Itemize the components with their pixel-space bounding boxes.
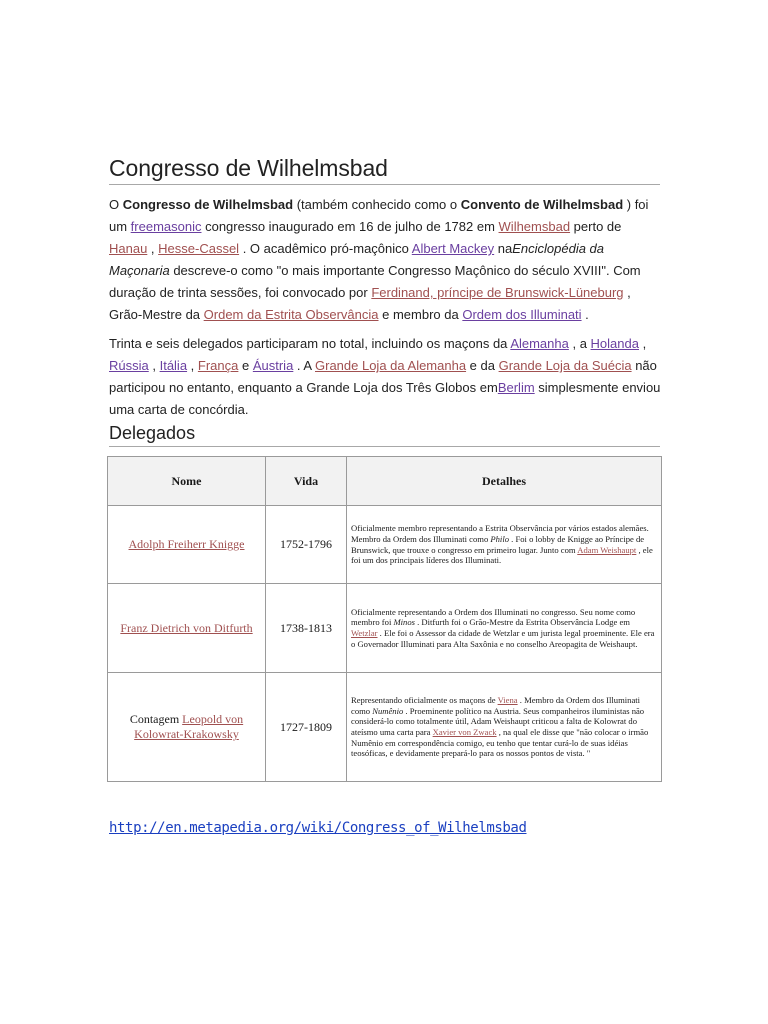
table-row bbox=[108, 506, 662, 584]
intro-paragraph bbox=[109, 194, 661, 326]
link-xavier-von-zwack[interactable]: Xavier von Zwack bbox=[432, 727, 497, 737]
text: . Ditfurth foi o Grão-Mestre da Estrita Observância Lodge em bbox=[414, 617, 630, 628]
text: e da bbox=[466, 358, 499, 373]
delegate-life: 1752-1796 bbox=[266, 506, 347, 584]
link-hesse-cassel[interactable]: Hesse-Cassel bbox=[158, 241, 240, 256]
link-italia[interactable]: Itália bbox=[159, 358, 188, 373]
text: , bbox=[187, 358, 198, 373]
italic-name: Minos bbox=[393, 617, 415, 628]
text: , Grão-Mestre da bbox=[109, 285, 631, 322]
text: . bbox=[581, 307, 589, 322]
header-vida: Vida bbox=[266, 457, 347, 506]
link-russia[interactable]: Rússia bbox=[109, 358, 149, 373]
text: , bbox=[638, 336, 647, 351]
header-detalhes: Detalhes bbox=[347, 457, 662, 506]
delegate-details bbox=[347, 673, 662, 782]
text: não participou no entanto, enquanto a Grande Loja dos Três Globos em bbox=[109, 358, 657, 395]
italic-name: Numênio bbox=[372, 705, 404, 716]
link-delegate-ditfurth[interactable]: Franz Dietrich von Ditfurth bbox=[120, 620, 253, 635]
text: . Foi o lobby de Knigge ao Príncipe de Brunswick, que trouxe o congresso em primeiro lugar. Junto com bbox=[351, 533, 645, 555]
text: congresso inaugurado em 16 de julho de 1782 em bbox=[201, 219, 499, 234]
source-url-link[interactable]: http://en.metapedia.org/wiki/Congress_of_Wilhelmsbad bbox=[109, 820, 527, 836]
text: , ele foi um dos principais líderes dos Illuminati. bbox=[351, 544, 653, 566]
delegate-name bbox=[108, 673, 266, 782]
link-austria[interactable]: Áustria bbox=[252, 358, 294, 373]
text: O bbox=[109, 197, 123, 212]
text: . A bbox=[293, 358, 315, 373]
text: Representando oficialmente os maçons de bbox=[351, 695, 498, 706]
header-nome: Nome bbox=[108, 457, 266, 506]
delegate-details bbox=[347, 506, 662, 584]
link-franca[interactable]: França bbox=[197, 358, 239, 373]
link-wetzlar[interactable]: Wetzlar bbox=[351, 628, 378, 638]
text: Oficialmente representando a Ordem dos Illuminati no congresso. Seu nome como membro foi bbox=[351, 606, 636, 628]
link-adam-weishaupt[interactable]: Adam Weishaupt bbox=[577, 544, 637, 555]
text: , bbox=[147, 241, 159, 256]
text: (também conhecido como o bbox=[293, 197, 461, 212]
text: , a bbox=[568, 336, 591, 351]
link-grande-loja-suecia[interactable]: Grande Loja da Suécia bbox=[498, 358, 632, 373]
text: . O acadêmico pró-maçônico bbox=[239, 241, 412, 256]
page-title: Congresso de Wilhelmsbad bbox=[109, 154, 660, 185]
delegates-paragraph bbox=[109, 333, 661, 421]
text: , na qual ele disse que "não colocar o irmão Numênio em correspondência comigo, eu tenho que tentar curá-lo de suas idéias teosóficas, e devidamente prepará-lo para os nossos pontos de vista. " bbox=[351, 727, 649, 759]
link-delegate-kolowrat[interactable]: Leopold von Kolowrat-Krakowsky bbox=[134, 712, 244, 741]
delegate-name bbox=[108, 584, 266, 673]
link-berlim[interactable]: Berlim bbox=[497, 380, 535, 395]
section-heading-delegados: Delegados bbox=[109, 422, 660, 447]
text: Oficialmente membro representando a Estrita Observância por vários estados alemães. Membro da Ordem dos Illuminati como bbox=[351, 523, 649, 544]
text: . Membro da Ordem dos Illuminati como bbox=[351, 695, 641, 716]
link-delegate-knigge[interactable]: Adolph Freiherr Knigge bbox=[128, 537, 245, 551]
italic-title: Enciclopédia da Maçonaria bbox=[109, 241, 605, 278]
link-viena[interactable]: Viena bbox=[497, 695, 518, 706]
link-freemasonic[interactable]: freemasonic bbox=[130, 219, 202, 234]
bold-term: Convento de Wilhelmsbad bbox=[460, 197, 624, 212]
text: ) foi um bbox=[109, 197, 649, 234]
delegates-table bbox=[107, 456, 662, 782]
link-ferdinand[interactable]: Ferdinand, príncipe de Brunswick-Lüneburg bbox=[371, 285, 624, 300]
delegate-life: 1727-1809 bbox=[266, 673, 347, 782]
bold-term: Congresso de Wilhelmsbad bbox=[122, 197, 294, 212]
link-alemanha[interactable]: Alemanha bbox=[510, 336, 569, 351]
text: e membro da bbox=[378, 307, 463, 322]
name-prefix: Contagem bbox=[129, 712, 183, 726]
text: simplesmente enviou uma carta de concórdia. bbox=[109, 380, 661, 417]
text: descreve-o como "o mais importante Congresso Maçônico do século XVIII". Com duração de trinta sessões, foi convocado por bbox=[109, 263, 641, 300]
link-illuminati[interactable]: Ordem dos Illuminati bbox=[462, 307, 582, 322]
text: . Ele foi o Assessor da cidade de Wetzlar e um jurista legal proeminente. Ele era o Governador Illuminati para Alta Saxônia e no conselho Areopagita de Weishaupt. bbox=[351, 628, 655, 649]
text: , bbox=[148, 358, 160, 373]
text: . Proeminente político na Austria. Seus companheiros iluministas não considerá-lo como totalmente útil, Adam Weishaupt criticou a falta de Kolowrat do ateísmo uma carta para bbox=[351, 705, 645, 737]
text: Trinta e seis delegados participaram no total, incluindo os maçons da bbox=[109, 336, 511, 351]
delegate-details bbox=[347, 584, 662, 673]
link-ordem-estrita[interactable]: Ordem da Estrita Observância bbox=[203, 307, 379, 322]
link-wilhemsbad[interactable]: Wilhemsbad bbox=[498, 219, 571, 234]
text: perto de bbox=[570, 219, 622, 234]
delegate-name bbox=[108, 506, 266, 584]
table-row bbox=[108, 673, 662, 782]
text: na bbox=[494, 241, 513, 256]
text: e bbox=[238, 358, 253, 373]
link-grande-loja-alemanha[interactable]: Grande Loja da Alemanha bbox=[315, 358, 467, 373]
italic-name: Philo bbox=[490, 533, 510, 544]
delegate-life: 1738-1813 bbox=[266, 584, 347, 673]
link-holanda[interactable]: Holanda bbox=[590, 336, 639, 351]
table-header-row bbox=[108, 457, 662, 506]
table-row bbox=[108, 584, 662, 673]
link-albert-mackey[interactable]: Albert Mackey bbox=[411, 241, 495, 256]
link-hanau[interactable]: Hanau bbox=[109, 241, 148, 256]
